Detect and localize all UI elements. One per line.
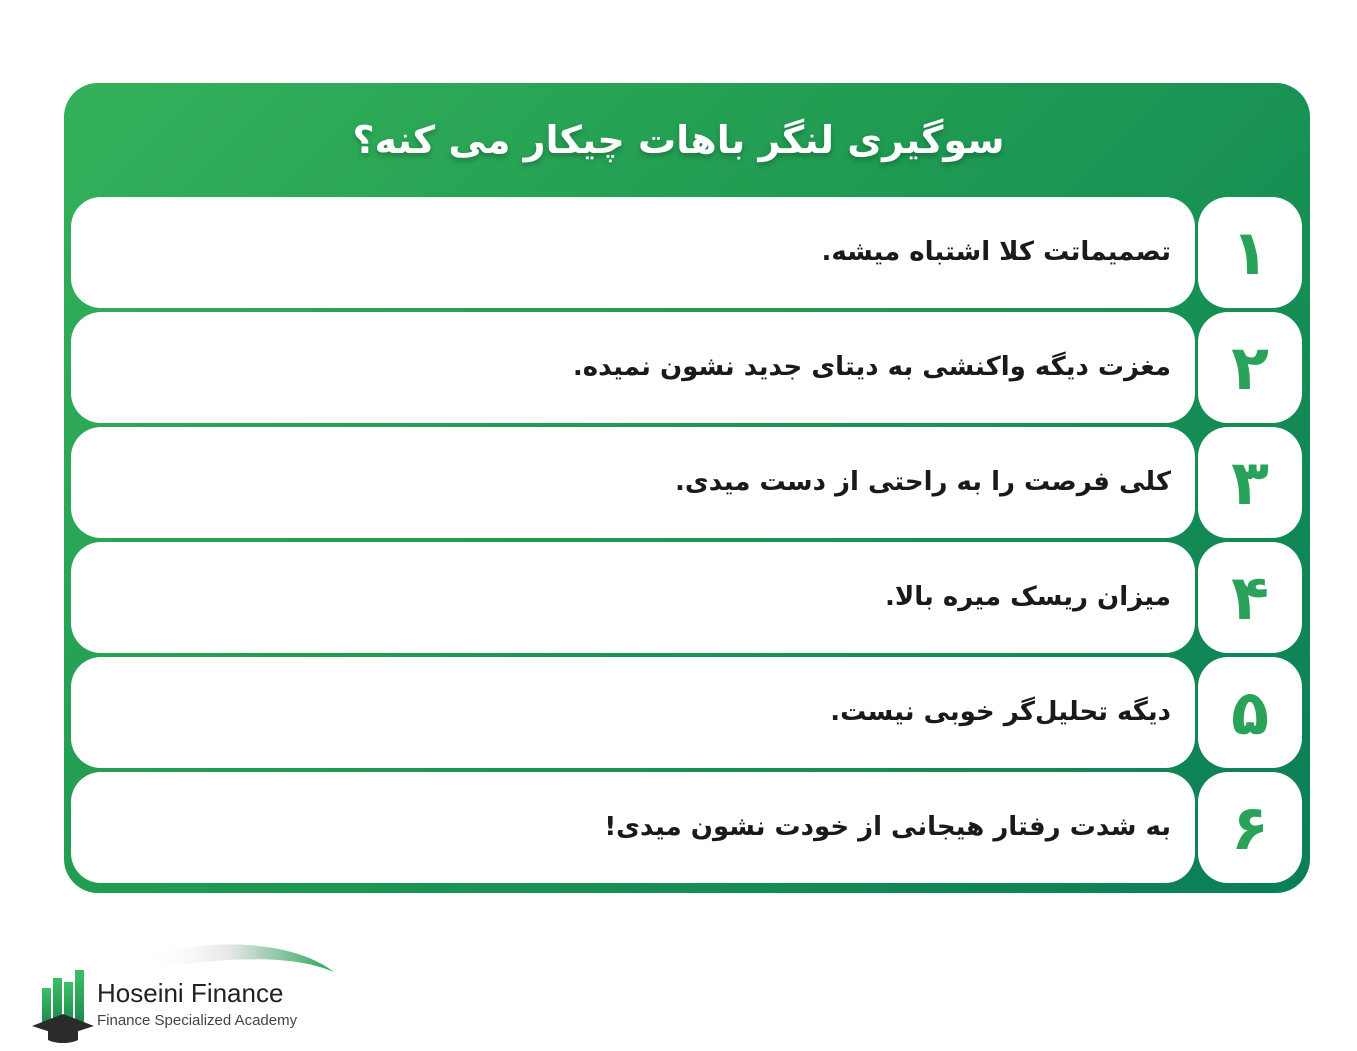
item-number: ۳: [1231, 446, 1269, 519]
item-number: ۱: [1231, 216, 1269, 289]
list-item: [71, 657, 1302, 768]
item-text: میزان ریسک میره بالا.: [885, 582, 1171, 612]
item-number-box: [1198, 427, 1302, 538]
item-text: مغزت دیگه واکنشی به دیتای جدید نشون نمیده.: [572, 352, 1171, 382]
item-number-box: [1198, 312, 1302, 423]
list-item: [71, 312, 1302, 423]
item-text-box: [71, 772, 1195, 883]
item-number-box: [1198, 542, 1302, 653]
item-text: تصمیماتت کلا اشتباه میشه.: [821, 237, 1171, 267]
item-number: ۲: [1231, 331, 1269, 404]
list-item: [71, 427, 1302, 538]
list-item: [71, 772, 1302, 883]
item-number: ۴: [1231, 561, 1269, 634]
item-text-box: [71, 427, 1195, 538]
list-item: [71, 542, 1302, 653]
item-number-box: [1198, 197, 1302, 308]
item-text: دیگه تحلیل‌گر خوبی نیست.: [830, 697, 1171, 727]
item-text: کلی فرصت را به راحتی از دست میدی.: [675, 467, 1171, 497]
brand-tagline: Finance Specialized Academy: [97, 1012, 298, 1029]
page-title: سوگیری لنگر باهات چیکار می کنه؟: [352, 118, 1005, 162]
item-text: به شدت رفتار هیجانی از خودت نشون میدی!: [604, 812, 1171, 842]
item-text-box: [71, 312, 1195, 423]
item-text-box: [71, 542, 1195, 653]
item-number-box: [1198, 657, 1302, 768]
list-item: [71, 197, 1302, 308]
item-number: ۶: [1231, 791, 1269, 864]
item-number: ۵: [1231, 676, 1269, 749]
item-text-box: [71, 197, 1195, 308]
brand-logo: [30, 940, 350, 1045]
item-number-box: [1198, 772, 1302, 883]
brand-name: Hoseini Finance: [97, 978, 284, 1008]
item-text-box: [71, 657, 1195, 768]
